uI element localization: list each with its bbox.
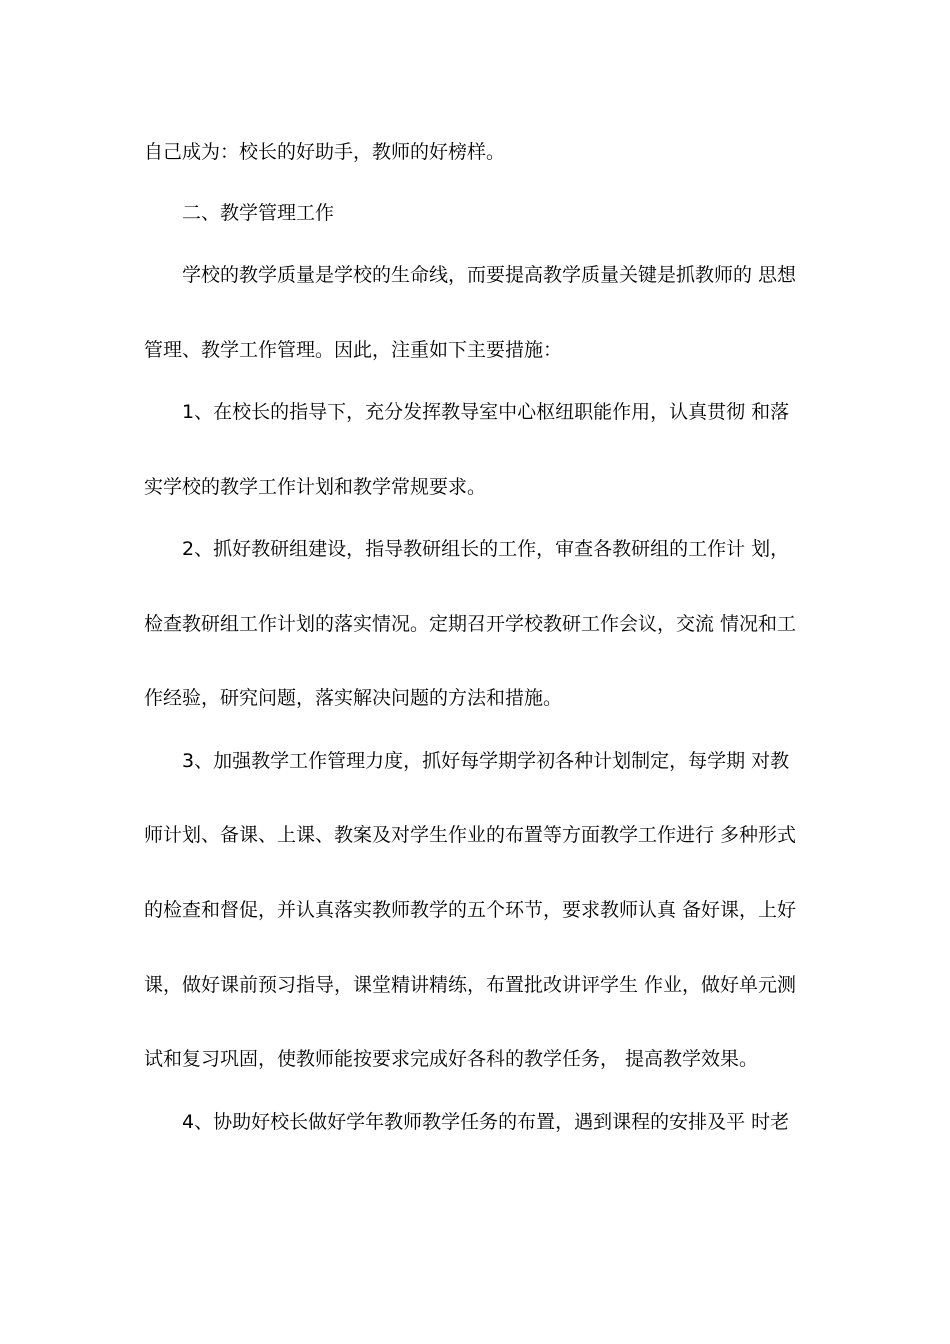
text-line-1: 自己成为：校长的好助手，教师的好榜样。 [144,141,506,163]
text-line-13: 课，做好课前预习指导，课堂精讲精练，布置批改讲评学生 作业，做好单元测 [144,974,797,996]
text-line-10: 3、加强教学工作管理力度，抓好每学期学初各种计划制定，每学期 对教 [182,750,790,772]
text-line-5: 1、在校长的指导下，充分发挥教导室中心枢纽职能作用，认真贯彻 和落 [182,401,790,423]
text-line-12: 的检查和督促，并认真落实教师教学的五个环节，要求教师认真 备好课，上好 [144,899,797,921]
text-line-7: 2、抓好教研组建设，指导教研组长的工作，审查各教研组的工作计 划， [182,538,790,560]
text-line-14: 试和复习巩固，使教师能按要求完成好各科的教学任务， 提高教学效果。 [144,1048,759,1070]
text-line-6: 实学校的教学工作计划和教学常规要求。 [144,476,487,498]
text-line-8: 检查教研组工作计划的落实情况。定期召开学校教研工作会议，交流 情况和工 [144,613,797,635]
text-line-9: 作经验，研究问题，落实解决问题的方法和措施。 [144,687,563,709]
text-line-3: 学校的教学质量是学校的生命线，而要提高教学质量关键是抓教师的 思想 [182,264,797,286]
text-line-15: 4、协助好校长做好学年教师教学任务的布置，遇到课程的安排及平 时老 [182,1111,790,1133]
text-line-4: 管理、教学工作管理。因此，注重如下主要措施： [144,339,563,361]
text-line-11: 师计划、备课、上课、教案及对学生作业的布置等方面教学工作进行 多种形式 [144,824,797,846]
section-heading: 二、教学管理工作 [182,202,335,224]
